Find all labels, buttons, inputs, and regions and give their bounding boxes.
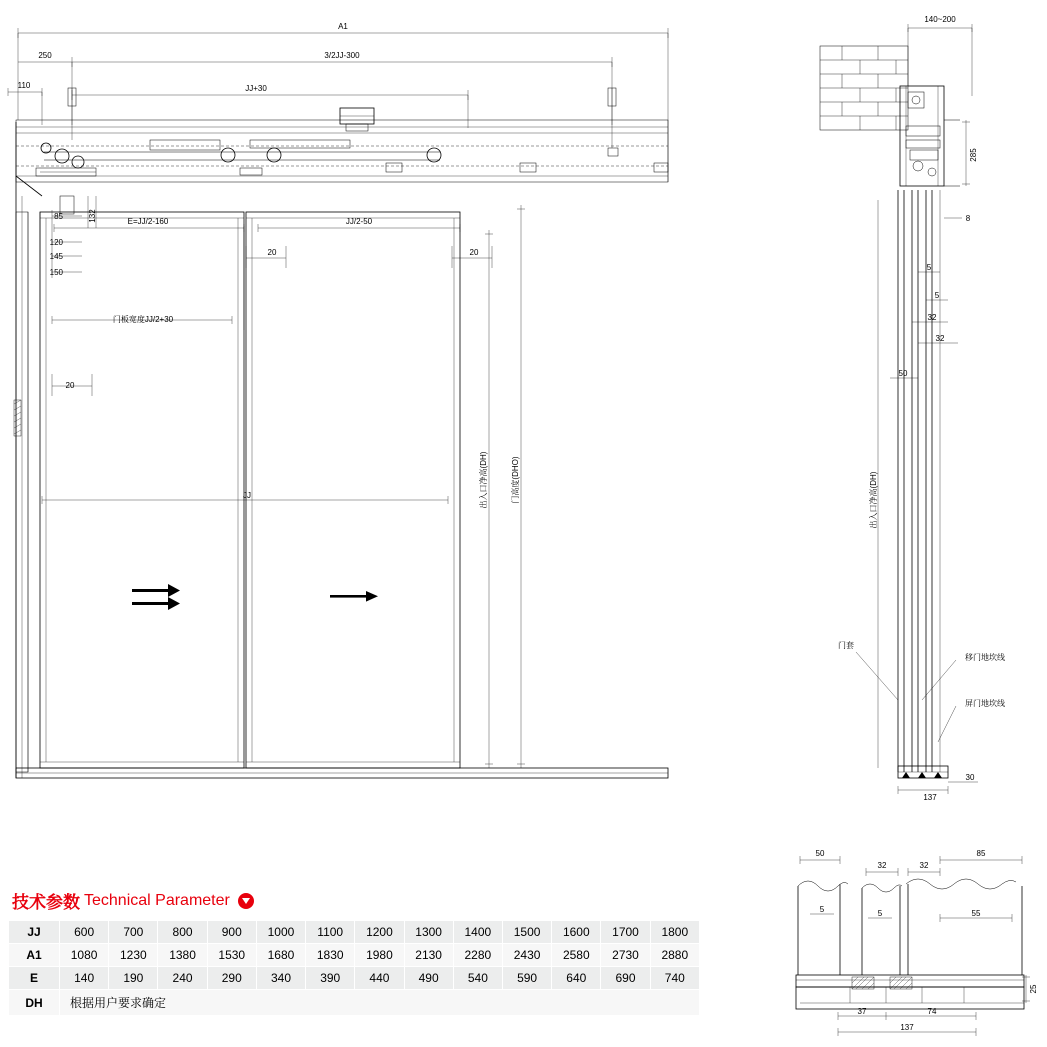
direction-arrows bbox=[132, 584, 378, 610]
cell: 600 bbox=[60, 921, 109, 944]
dim-20-b: 20 bbox=[469, 248, 479, 257]
dim-120: 120 bbox=[49, 238, 63, 247]
cell: 490 bbox=[404, 967, 453, 990]
dim-p32-a: 32 bbox=[877, 861, 887, 870]
dim-E-formula: E=JJ/2-160 bbox=[127, 217, 169, 226]
cell: 2430 bbox=[502, 944, 551, 967]
cell: 2130 bbox=[404, 944, 453, 967]
cell: 440 bbox=[355, 967, 404, 990]
section-view bbox=[820, 15, 1005, 802]
dim-137-section: 137 bbox=[923, 793, 937, 802]
row-label-a1: A1 bbox=[9, 944, 60, 967]
dim-p37: 37 bbox=[857, 1007, 867, 1016]
dim-250: 250 bbox=[38, 51, 52, 60]
technical-parameter-title bbox=[8, 888, 708, 913]
cell: 1530 bbox=[207, 944, 256, 967]
dim-150: 150 bbox=[49, 268, 63, 277]
dim-20-c: 20 bbox=[65, 381, 75, 390]
label-section-clear-height: 出入口净高(DH) bbox=[869, 471, 878, 529]
dim-p74: 74 bbox=[927, 1007, 937, 1016]
cell: 690 bbox=[601, 967, 650, 990]
table-row bbox=[9, 990, 700, 1016]
label-door-height: 门高度(DHO) bbox=[511, 456, 520, 504]
cell: 900 bbox=[207, 921, 256, 944]
label-door-frame: 门套 bbox=[838, 641, 854, 650]
dim-140-200: 140~200 bbox=[924, 15, 956, 24]
cell: 1800 bbox=[650, 921, 699, 944]
cell: 1700 bbox=[601, 921, 650, 944]
dim-5-b: 5 bbox=[934, 291, 940, 300]
dim-p137: 137 bbox=[900, 1023, 914, 1032]
dim-145: 145 bbox=[49, 252, 63, 261]
row-label-jj: JJ bbox=[9, 921, 60, 944]
cell: 1500 bbox=[502, 921, 551, 944]
dim-8: 8 bbox=[965, 214, 971, 223]
dim-30: 30 bbox=[965, 773, 975, 782]
dim-285: 285 bbox=[969, 148, 978, 162]
cell: 700 bbox=[109, 921, 158, 944]
cell: 1100 bbox=[306, 921, 355, 944]
cell: 2880 bbox=[650, 944, 699, 967]
cell: 1080 bbox=[60, 944, 109, 967]
dim-A1: A1 bbox=[338, 22, 348, 31]
table-row bbox=[9, 967, 700, 990]
dim-20-a: 20 bbox=[267, 248, 277, 257]
dim-jj-30: JJ+30 bbox=[245, 84, 267, 93]
cell: 2580 bbox=[552, 944, 601, 967]
table-row bbox=[9, 921, 700, 944]
cell: 1200 bbox=[355, 921, 404, 944]
profile-detail-view bbox=[796, 849, 1038, 1036]
dim-jj: JJ bbox=[243, 491, 251, 500]
cell: 140 bbox=[60, 967, 109, 990]
cell: 1300 bbox=[404, 921, 453, 944]
cell: 1680 bbox=[256, 944, 305, 967]
cell: 340 bbox=[256, 967, 305, 990]
title-en: Technical Parameter bbox=[84, 891, 230, 909]
label-fixed-door-sill-line: 屏门地坎线 bbox=[965, 699, 1005, 708]
cell: 2730 bbox=[601, 944, 650, 967]
dim-32-b: 32 bbox=[935, 334, 945, 343]
cell: 290 bbox=[207, 967, 256, 990]
cell: 1830 bbox=[306, 944, 355, 967]
triangle-down-icon bbox=[238, 893, 254, 909]
label-clear-opening-height: 出入口净高(DH) bbox=[479, 451, 488, 509]
dim-110: 110 bbox=[17, 81, 31, 90]
dim-p32-b: 32 bbox=[919, 861, 929, 870]
title-cn: 技术参数 bbox=[12, 893, 80, 912]
cell: 1600 bbox=[552, 921, 601, 944]
dim-p25: 25 bbox=[1029, 984, 1038, 994]
cell: 2280 bbox=[453, 944, 502, 967]
dim-p55: 55 bbox=[971, 909, 981, 918]
cell: 740 bbox=[650, 967, 699, 990]
dim-85: 85 bbox=[54, 212, 63, 221]
cell: 1230 bbox=[109, 944, 158, 967]
table-row bbox=[9, 944, 700, 967]
dh-note: 根据用户要求确定 bbox=[60, 990, 700, 1016]
cell: 800 bbox=[158, 921, 207, 944]
cell: 590 bbox=[502, 967, 551, 990]
label-panel-width: 门板宽度JJ/2+30 bbox=[112, 315, 174, 324]
row-label-dh: DH bbox=[9, 990, 60, 1016]
cell: 540 bbox=[453, 967, 502, 990]
dim-p50: 50 bbox=[815, 849, 825, 858]
dim-32-a: 32 bbox=[927, 313, 937, 322]
label-sliding-door-sill-line: 移门地坎线 bbox=[965, 653, 1005, 662]
dim-50: 50 bbox=[898, 369, 908, 378]
cell: 190 bbox=[109, 967, 158, 990]
row-label-e: E bbox=[9, 967, 60, 990]
cell: 1980 bbox=[355, 944, 404, 967]
dim-p5-a: 5 bbox=[819, 905, 825, 914]
cell: 240 bbox=[158, 967, 207, 990]
cell: 1380 bbox=[158, 944, 207, 967]
dim-5-a: 5 bbox=[926, 263, 932, 272]
wall-hatch bbox=[820, 46, 908, 130]
parameter-table bbox=[8, 920, 700, 1016]
dim-p5-b: 5 bbox=[877, 909, 883, 918]
elevation-view bbox=[8, 22, 668, 778]
dim-132: 132 bbox=[88, 209, 97, 223]
dim-3-2jj-300: 3/2JJ-300 bbox=[324, 51, 360, 60]
dim-jj2-50: JJ/2-50 bbox=[345, 217, 373, 226]
dim-p85: 85 bbox=[976, 849, 986, 858]
cell: 640 bbox=[552, 967, 601, 990]
cell: 1000 bbox=[256, 921, 305, 944]
technical-parameter-block bbox=[8, 888, 708, 1016]
cell: 1400 bbox=[453, 921, 502, 944]
cell: 390 bbox=[306, 967, 355, 990]
